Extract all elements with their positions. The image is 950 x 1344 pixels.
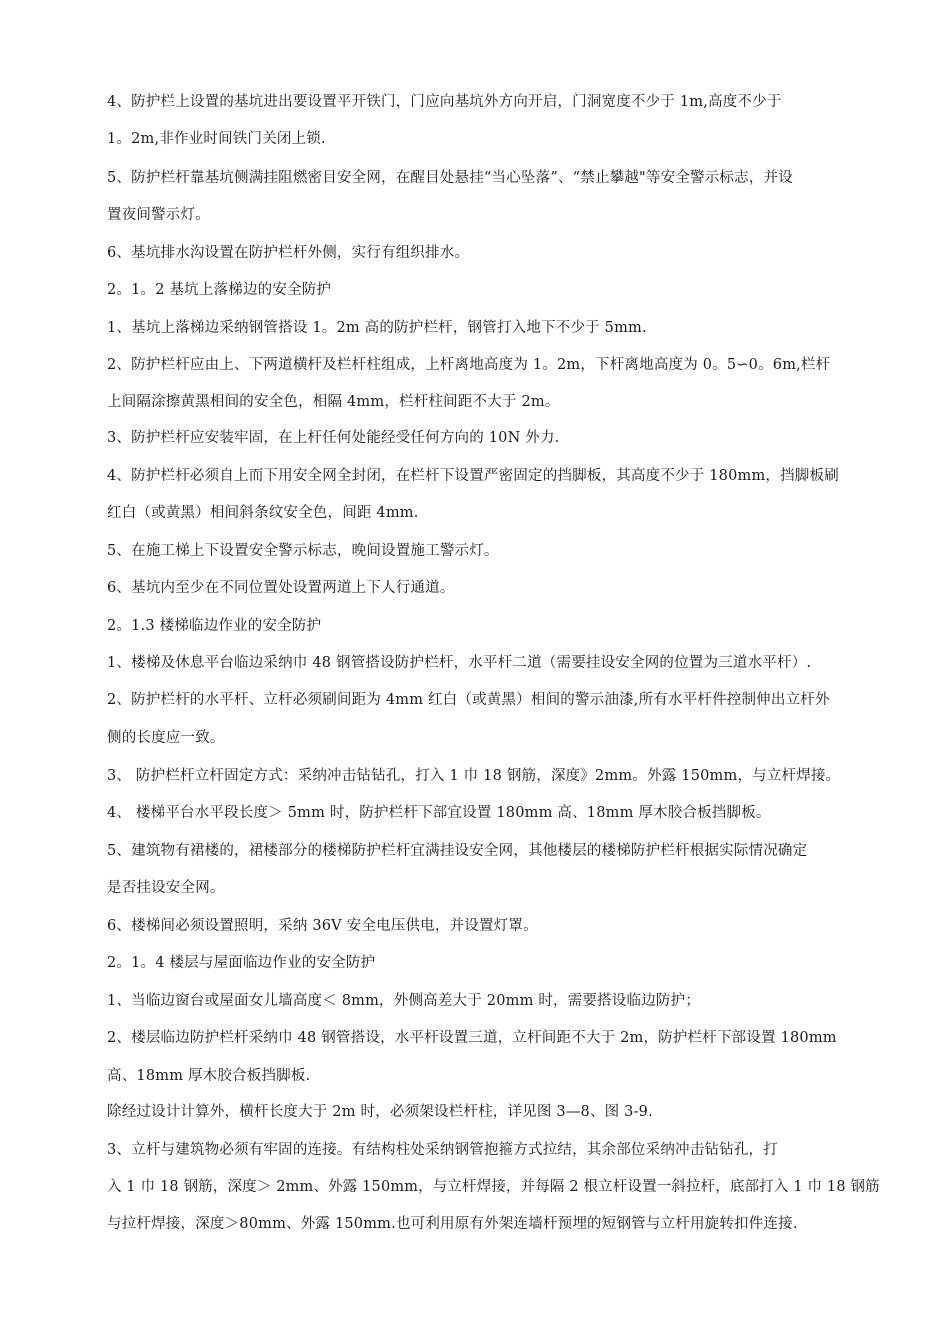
- text-line: 5、防护栏杆靠基坑侧满挂阻燃密目安全网，在醒目处悬挂“当心坠落”、“禁止攀越"等安全警示标志，并设: [107, 170, 793, 186]
- text-line: 1、基坑上落梯边采纳钢管搭设 1。2m 高的防护栏杆，钢管打入地下不少于 5mm.: [107, 320, 647, 336]
- text-line: 除经过设计计算外，横杆长度大于 2m 时，必须架设栏杆柱，详见图 3—8、图 3-9.: [107, 1104, 653, 1120]
- text-line: 入 1 巾 18 钢筋，深度＞ 2mm、外露 150mm，与立杆焊接，并每隔 2 根立杆设置一斜拉杆，底部打入 1 巾 18 钢筋: [107, 1179, 880, 1195]
- text-line: 1、楼梯及休息平台临边采纳巾 48 钢管搭设防护栏杆，水平杆二道（需要挂设安全网的位置为三道水平杆）.: [107, 655, 812, 671]
- text-line: 2、防护栏杆应由上、下两道横杆及栏杆柱组成，上杆离地高度为 1。2m，下杆离地高度为 0。5∽0。6m,栏杆: [107, 357, 831, 373]
- text-line: 上间隔涂擦黄黑相间的安全色，相隔 4mm，栏杆柱间距不大于 2m。: [107, 394, 560, 410]
- section-heading: 2。1。4 楼层与屋面临边作业的安全防护: [107, 955, 376, 971]
- text-line: 6、基坑内至少在不同位置处设置两道上下人行通道。: [107, 580, 455, 596]
- text-line: 6、楼梯间必须设置照明，采纳 36V 安全电压供电，并设置灯罩。: [107, 918, 538, 934]
- text-line: 侧的长度应一致。: [107, 730, 225, 746]
- text-line: 3、立杆与建筑物必须有牢固的连接。有结构柱处采纳钢管抱箍方式拉结，其余部位采纳冲击钻钻孔，打: [107, 1142, 778, 1158]
- text-line: 2、防护栏杆的水平杆、立杆必须刷间距为 4mm 红白（或黄黑）相间的警示油漆,所有水平杆件控制伸出立杆外: [107, 692, 830, 708]
- text-line: 5、在施工梯上下设置安全警示标志，晚间设置施工警示灯。: [107, 543, 499, 559]
- text-line: 6、基坑排水沟设置在防护栏杆外侧，实行有组织排水。: [107, 245, 470, 261]
- text-line: 4、 楼梯平台水平段长度＞ 5mm 时，防护栏杆下部宜设置 180mm 高、18mm 厚木胶合板挡脚板。: [107, 805, 771, 821]
- text-line: 5、建筑物有裙楼的，裙楼部分的楼梯防护栏杆宜满挂设安全网，其他楼层的楼梯防护栏杆根据实际情况确定: [107, 843, 808, 859]
- text-line: 4、防护栏杆必须自上而下用安全网全封闭，在栏杆下设置严密固定的挡脚板，其高度不少于 180mm，挡脚板刷: [107, 468, 839, 484]
- text-line: 置夜间警示灯。: [107, 207, 210, 223]
- text-line: 高、18mm 厚木胶合板挡脚板.: [107, 1068, 311, 1084]
- text-line: 与拉杆焊接，深度＞80mm、外露 150mm.也可利用原有外架连墙杆预埋的短钢管与立杆用旋转扣件连接.: [107, 1216, 798, 1232]
- text-line: 1。2m,非作业时间铁门关闭上锁.: [107, 131, 326, 147]
- text-line: 3、 防护栏杆立杆固定方式：采纳冲击钻钻孔，打入 1 巾 18 钢筋，深度》2mm。外露 150mm，与立杆焊接。: [107, 768, 841, 784]
- text-line: 红白（或黄黑）相间斜条纹安全色，间距 4mm.: [107, 505, 419, 521]
- text-line: 4、防护栏上设置的基坑进出要设置平开铁门，门应向基坑外方向开启，门洞宽度不少于 1m,高度不少于: [107, 94, 782, 110]
- text-line: 是否挂设安全网。: [107, 880, 225, 896]
- section-heading: 2。1。2 基坑上落梯边的安全防护: [107, 282, 332, 298]
- section-heading: 2。1.3 楼梯临边作业的安全防护: [107, 618, 322, 634]
- text-line: 3、防护栏杆应安装牢固，在上杆任何处能经受任何方向的 10N 外力.: [107, 430, 560, 446]
- text-line: 2、楼层临边防护栏杆采纳巾 48 钢管搭设，水平杆设置三道，立杆间距不大于 2m，防护栏杆下部设置 180mm: [107, 1030, 837, 1046]
- text-line: 1、当临边窗台或屋面女儿墙高度＜ 8mm，外侧高差大于 20mm 时，需要搭设临边防护；: [107, 993, 701, 1009]
